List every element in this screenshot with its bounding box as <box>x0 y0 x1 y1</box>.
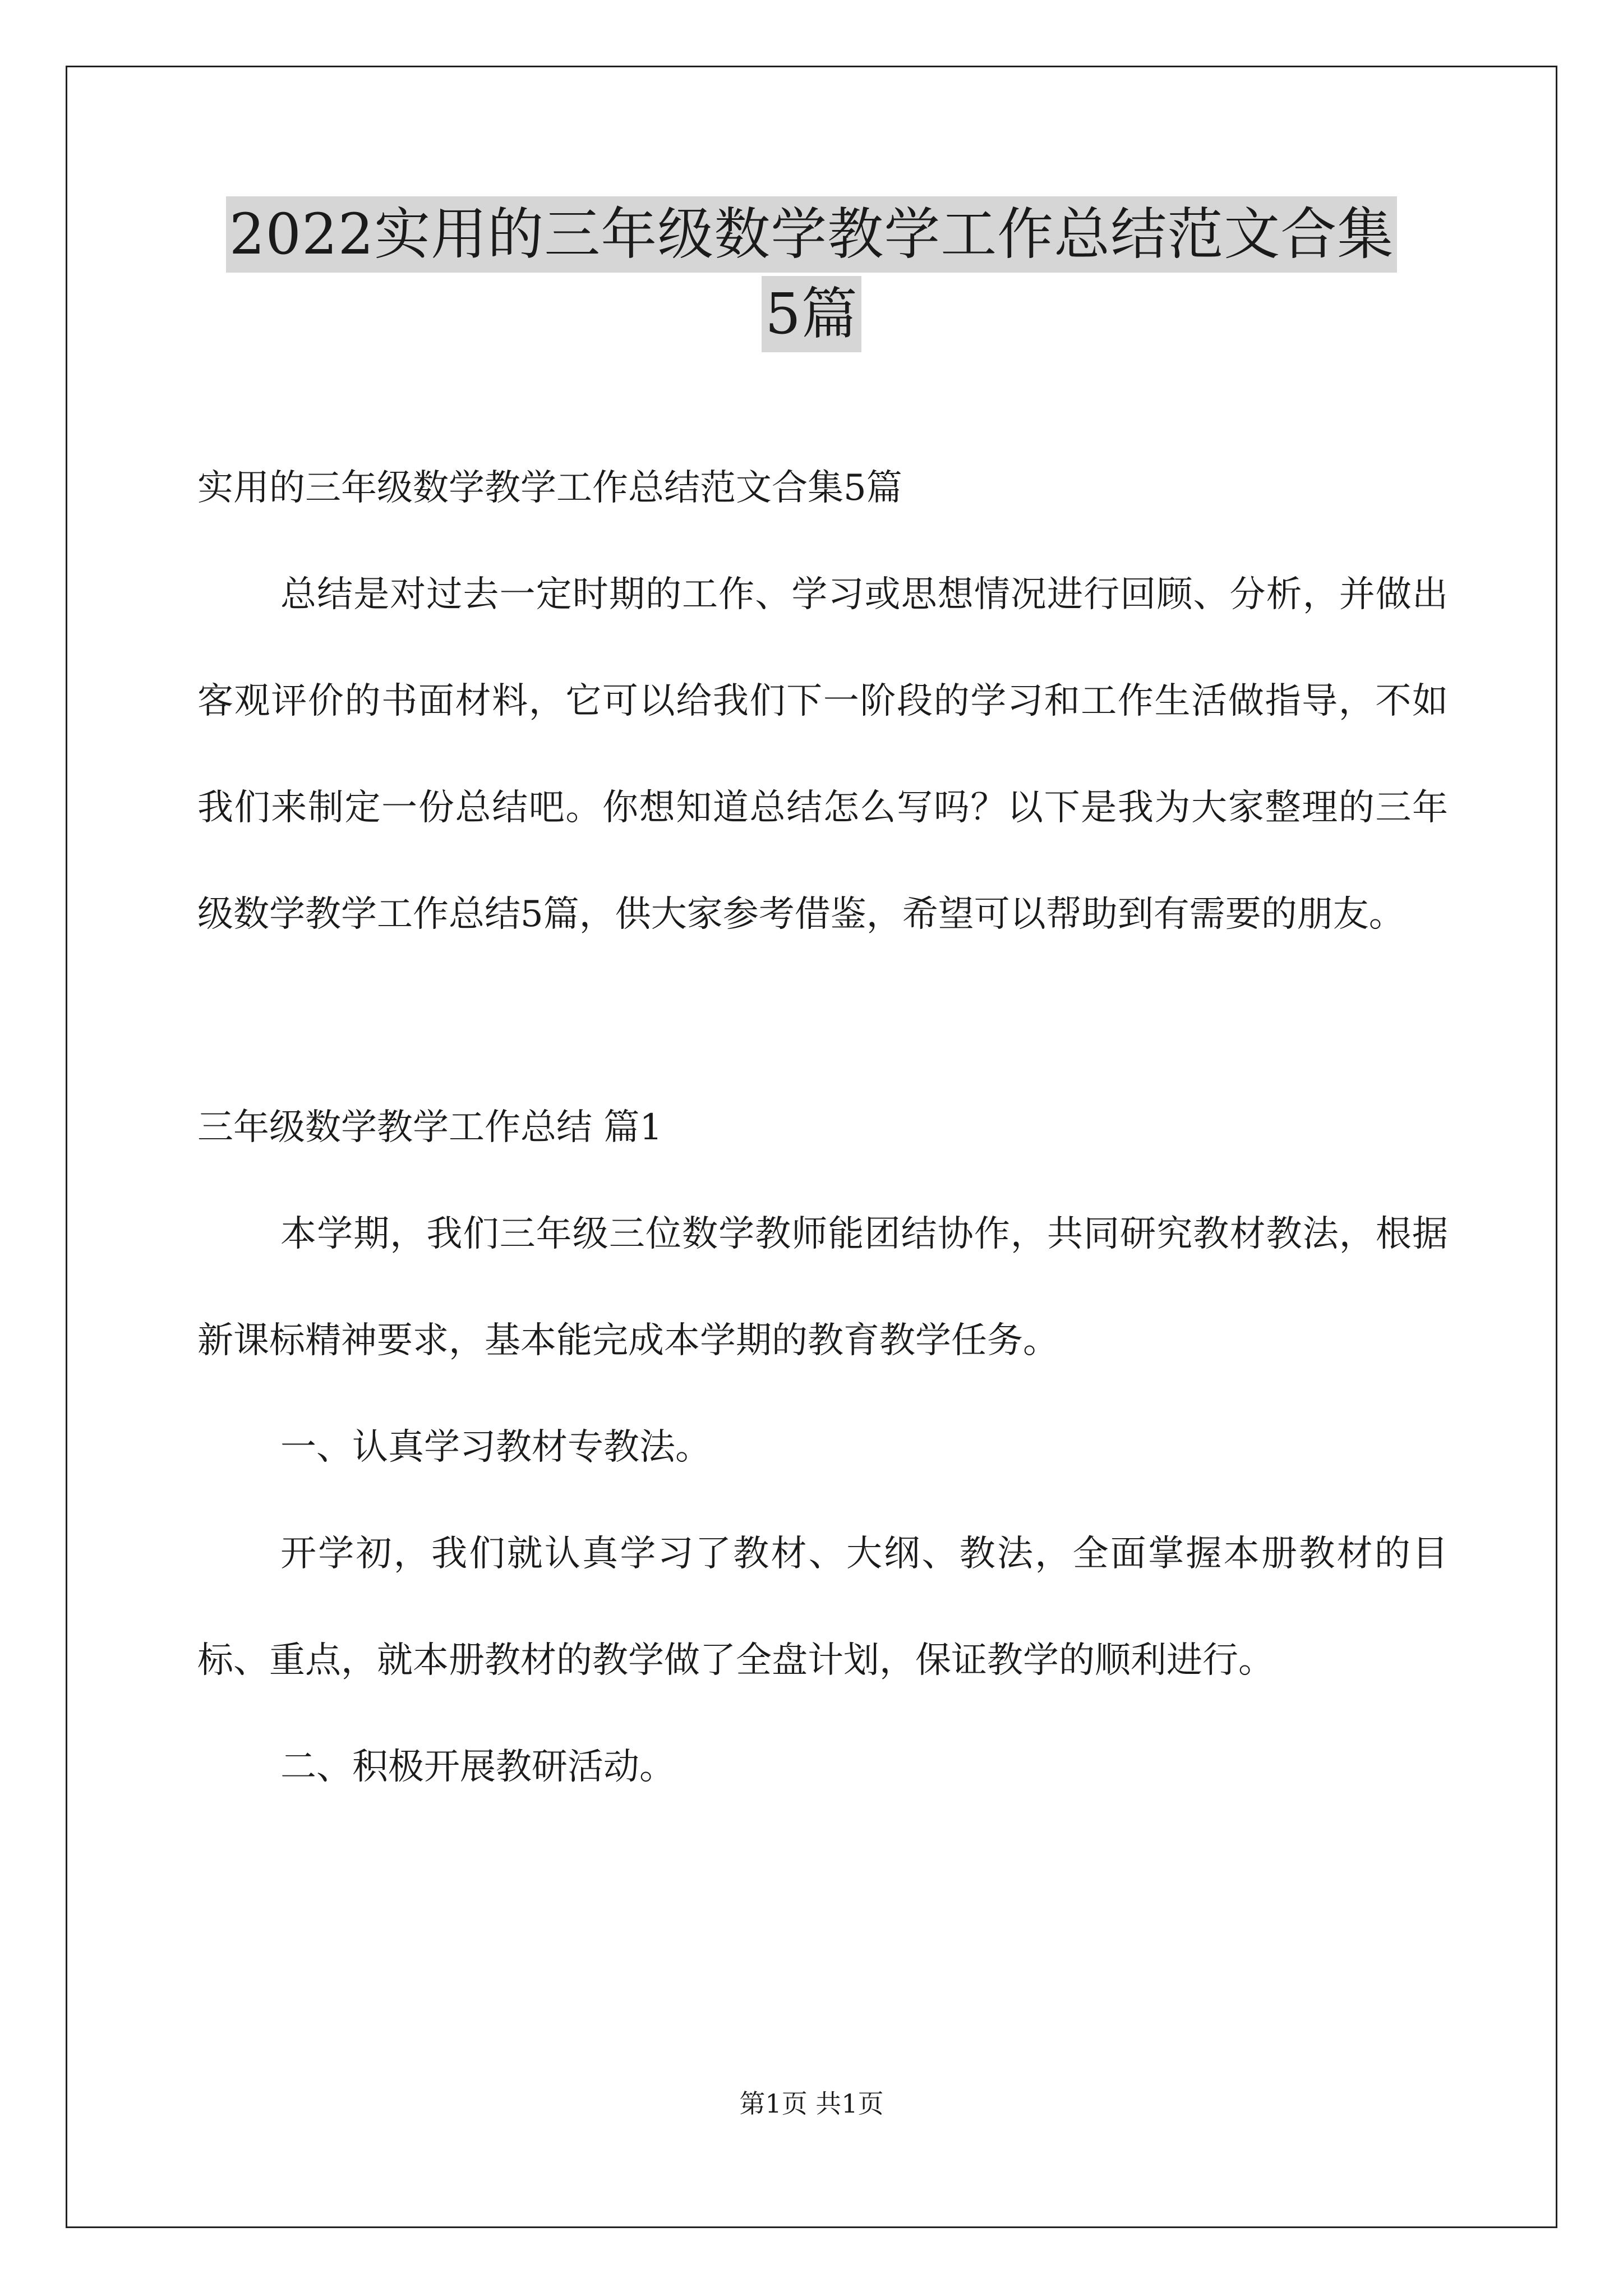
body-paragraph: 开学初，我们就认真学习了教材、大纲、教法，全面掌握本册教材的目标、重点，就本册教材的教学做了全盘计划，保证教学的顺利进行。 <box>197 1533 1448 1681</box>
intro-paragraph: 总结是对过去一定时期的工作、学习或思想情况进行回顾、分析，并做出客观评价的书面材料，它可以给我们下一阶段的学习和工作生活做指导，不如我们来制定一份总结吧。你想知道总结怎么写吗？以下是我为大家整理的三年级数学教学工作总结5篇，供大家参考借鉴，希望可以帮助到有需要的朋友。 <box>197 574 1448 935</box>
body-paragraph: 本学期，我们三年级三位数学教师能团结协作，共同研究教材教法，根据新课标精神要求，基本能完成本学期的教育教学任务。 <box>197 1213 1448 1361</box>
section-heading: 三年级数学教学工作总结 篇1 <box>197 1107 663 1148</box>
list-heading-2: 二、积极开展教研活动。 <box>280 1746 675 1788</box>
subtitle-paragraph: 实用的三年级数学教学工作总结范文合集5篇 <box>197 467 902 509</box>
document-body <box>197 435 1448 1820</box>
title-line-2: 5篇 <box>762 276 861 352</box>
title-line-1: 2022实用的三年级数学教学工作总结范文合集 <box>226 196 1398 273</box>
list-heading-1: 一、认真学习教材专教法。 <box>280 1427 711 1468</box>
page-footer: 第1页 共1页 <box>739 2088 884 2119</box>
document-title <box>0 196 1623 352</box>
spacer <box>197 968 1448 1074</box>
